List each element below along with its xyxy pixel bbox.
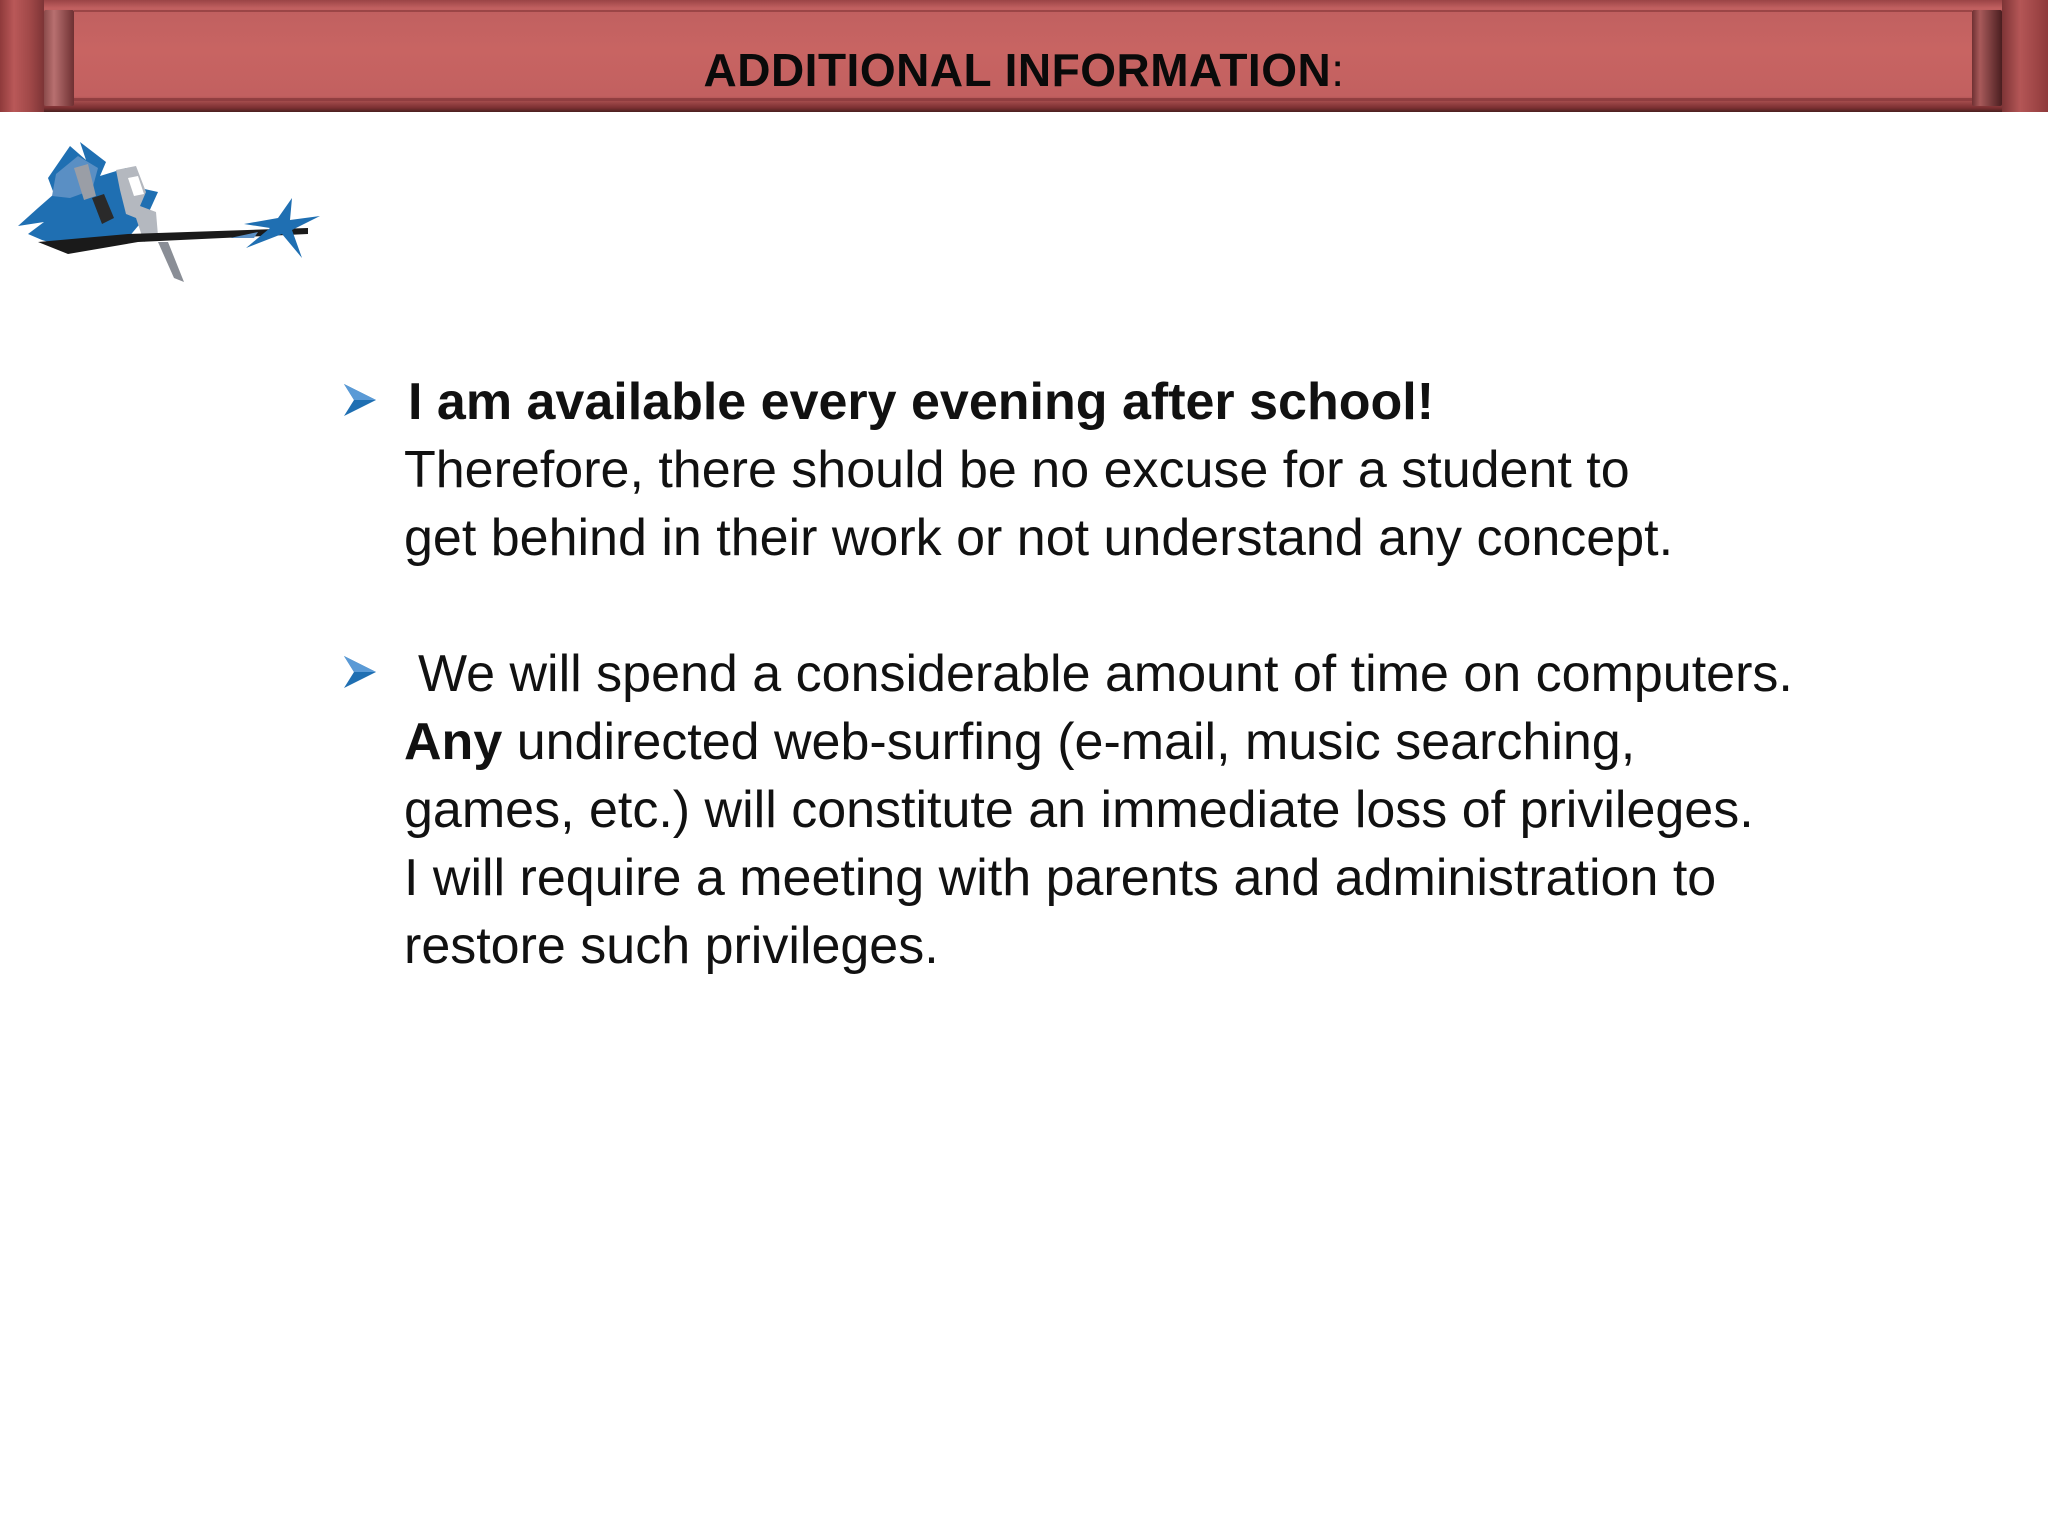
bullet-text-line: restore such privileges. <box>404 917 939 975</box>
page-title <box>0 44 2048 96</box>
bullet-text-line: I will require a meeting with parents and administration to <box>404 849 1717 907</box>
bullet-text-line: get behind in their work or not understand any concept. <box>404 509 1674 567</box>
banner-line-top <box>74 10 1972 12</box>
page-title-colon: : <box>1331 44 1345 96</box>
slide-content <box>340 368 2020 980</box>
bullet-item-computers <box>340 640 2020 980</box>
bullet-headline: We will spend a considerable amount of time on computers. <box>418 645 1793 703</box>
arrow-bullet-icon <box>340 652 380 692</box>
bullet-headline: I am available every evening after school! <box>408 373 1435 431</box>
school-mascot-logo-icon <box>8 138 328 298</box>
bullet-text-line <box>404 708 2020 776</box>
banner-line-bottom <box>74 98 1972 101</box>
arrow-bullet-icon <box>340 380 380 420</box>
bullet-item-availability <box>340 368 2020 572</box>
page-title-text: ADDITIONAL INFORMATION <box>703 44 1332 96</box>
bullet-emphasis: Any <box>404 713 503 771</box>
bullet-text-line: games, etc.) will constitute an immediate loss of privileges. <box>404 781 1754 839</box>
bullet-emphasis-rest: undirected web-surfing (e-mail, music searching, <box>502 713 1636 771</box>
bullet-text-line: Therefore, there should be no excuse for a student to <box>404 441 1630 499</box>
